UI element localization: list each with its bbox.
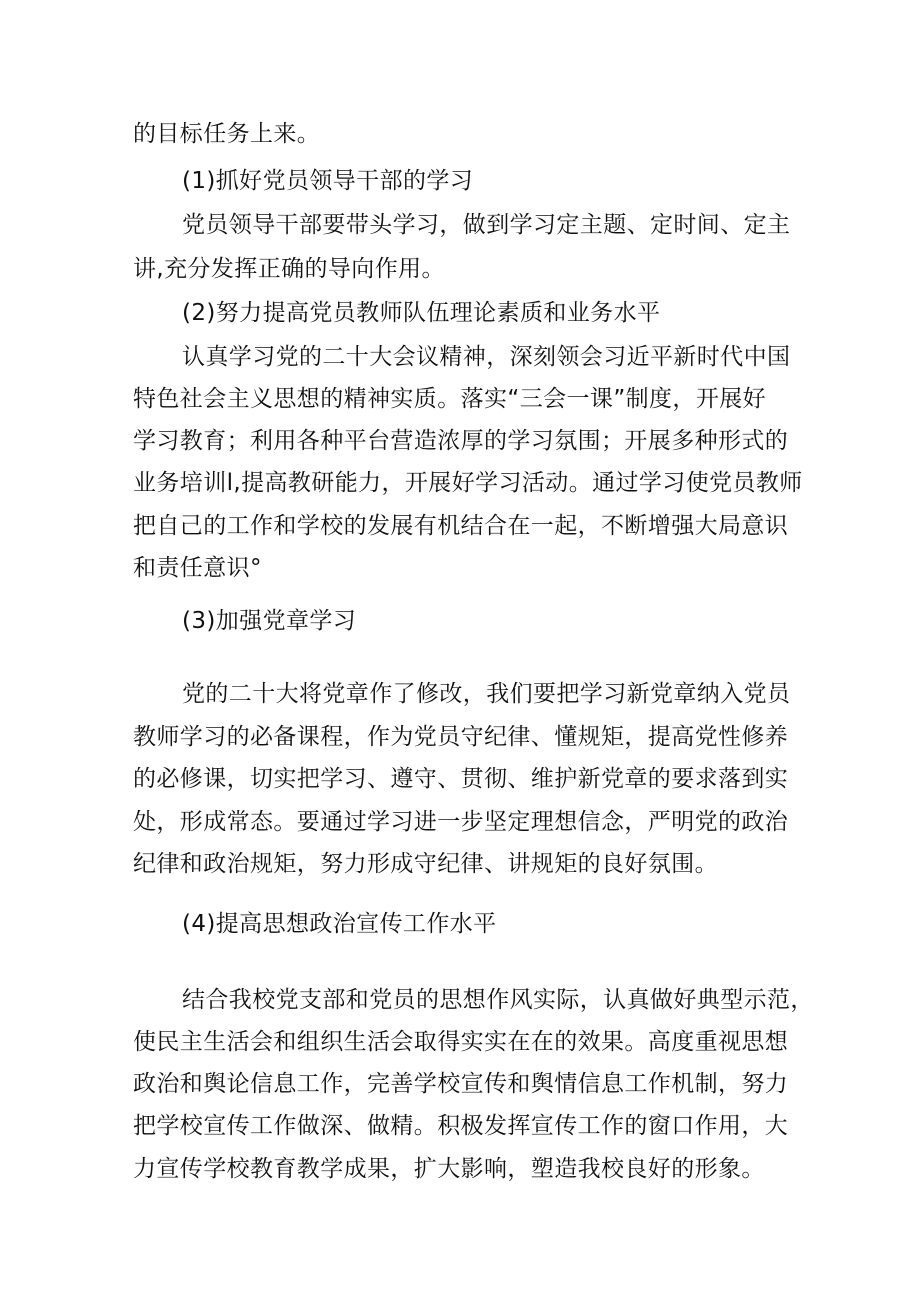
paragraph-line: 业务培训l,提高教研能力，开展好学习活动。通过学习使党员教师: [133, 470, 803, 496]
paragraph-line: 党的二十大将党章作了修改，我们要把学习新党章纳入党员: [182, 681, 791, 707]
paragraph-line: 力宣传学校教育教学成果，扩大影响，塑造我校良好的形象。: [133, 1156, 765, 1182]
paragraph-line: 把自己的工作和学校的发展有机结合在一起，不断增强大局意识: [133, 513, 789, 539]
section-heading-1: (1)抓好党员领导干部的学习: [182, 168, 474, 194]
paragraph-line: 学习教育；利用各种平台营造浓厚的学习氛围；开展多种形式的: [133, 428, 789, 454]
paragraph-line: 纪律和政治规矩，努力形成守纪律、讲规矩的良好氛围。: [133, 851, 718, 877]
paragraph-line: 结合我校党支部和党员的思想作风实际，认真做好典型示范，: [182, 987, 814, 1013]
section-heading-2: (2)努力提高党员教师队伍理论素质和业务水平: [182, 300, 661, 326]
paragraph-line: 把学校宣传工作做深、做精。积极发挥宣传工作的窗口作用，大: [133, 1113, 789, 1139]
paragraph-line: 的必修课，切实把学习、遵守、贯彻、维护新党章的要求落到实: [133, 766, 789, 792]
paragraph-line: 政治和舆论信息工作，完善学校宣传和舆情信息工作机制，努力: [133, 1071, 789, 1097]
section-heading-4: (4)提高思想政治宣传工作水平: [182, 911, 497, 937]
paragraph-line: 党员领导干部要带头学习，做到学习定主题、定时间、定主: [182, 212, 791, 238]
paragraph-line: 处，形成常态。要通过学习进一步坚定理想信念，严明党的政治: [133, 809, 789, 835]
paragraph-line: 教师学习的必备课程，作为党员守纪律、懂规矩，提高党性修养: [133, 724, 789, 750]
paragraph-line: 的目标任务上来。: [133, 121, 321, 147]
paragraph-line: 特色社会主义思想的精神实质。落实“三会一课”制度，开展好: [133, 386, 767, 412]
paragraph-line: 认真学习党的二十大会议精神，深刻领会习近平新时代中国: [182, 344, 791, 370]
paragraph-line: 讲,充分发挥正确的导向作用。: [133, 256, 445, 282]
paragraph-line: 使民主生活会和组织生活会取得实实在在的效果。高度重视思想: [133, 1029, 789, 1055]
section-heading-3: (3)加强党章学习: [182, 608, 357, 634]
paragraph-line: 和责任意识°: [133, 555, 262, 581]
